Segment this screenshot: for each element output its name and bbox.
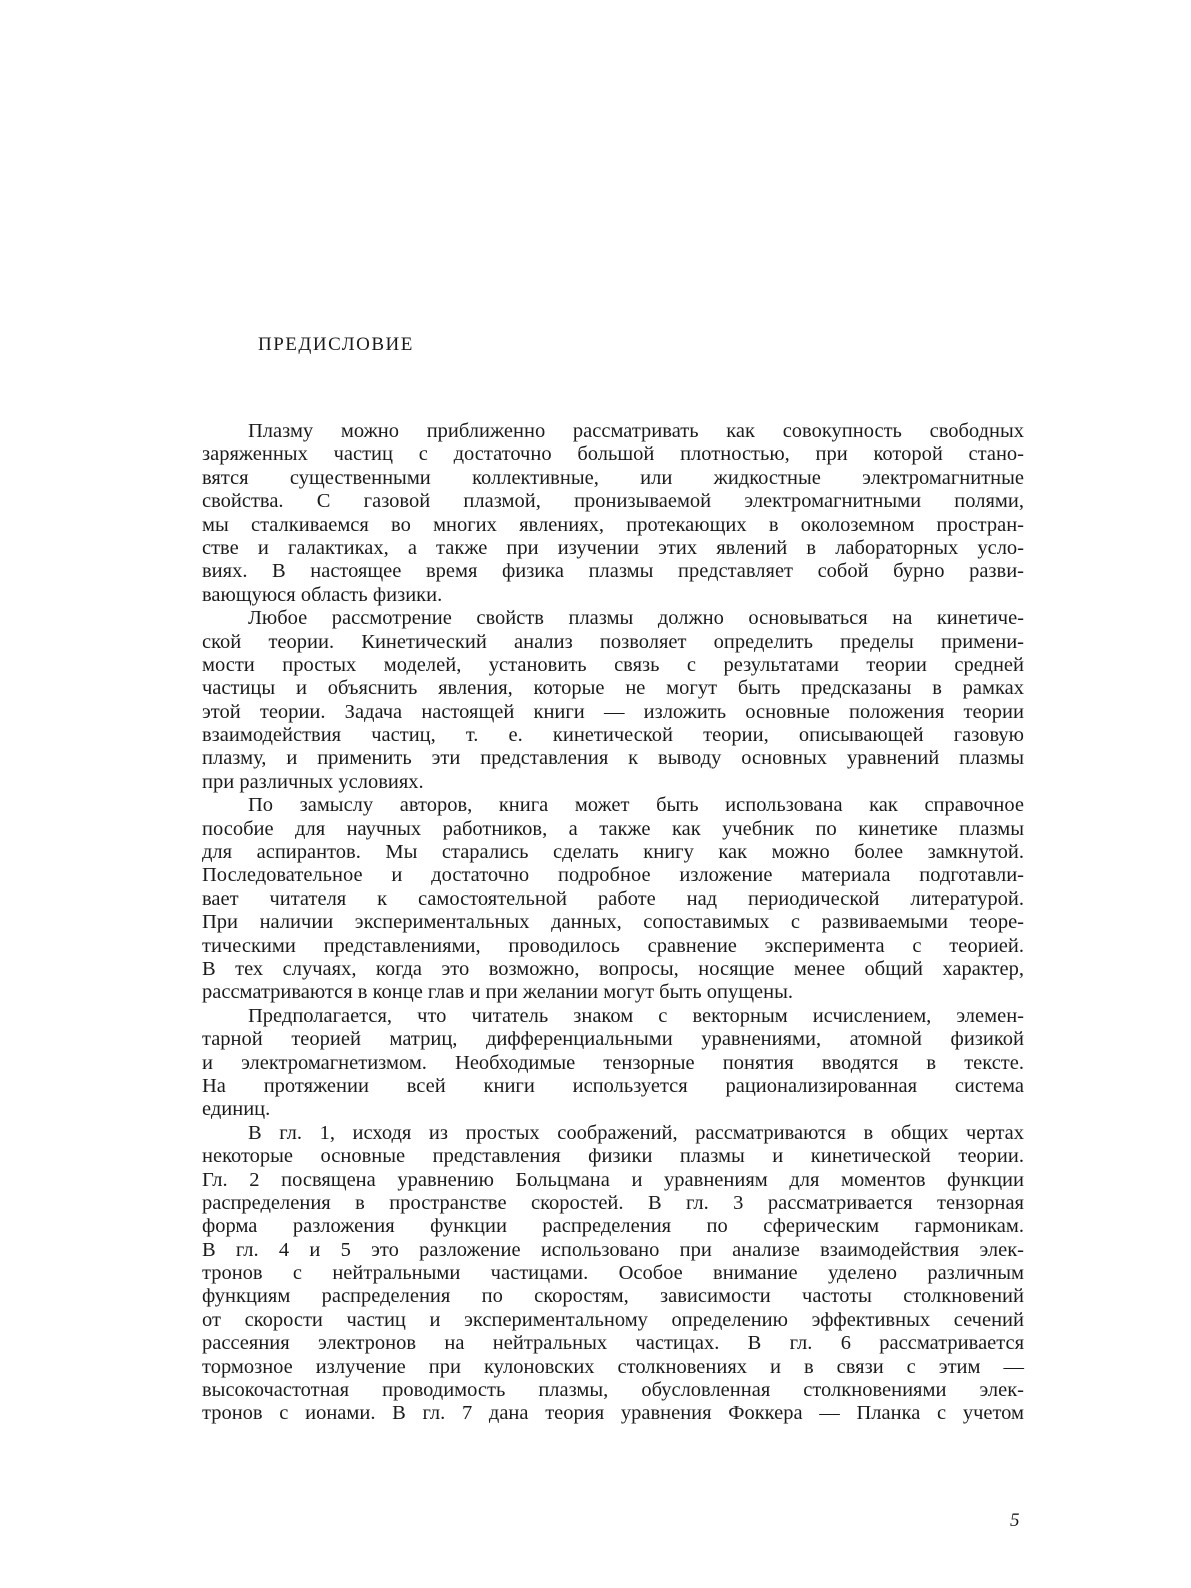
text-line: тарной теорией матриц, дифференциальными уравнениями, атомной физикой <box>202 1028 1024 1051</box>
text-line: Последовательное и достаточно подробное изложение материала подготавли- <box>202 864 1024 887</box>
text-line: Гл. 2 посвящена уравнению Больцмана и уравнениям для моментов функции <box>202 1168 1024 1191</box>
text-line: распределения в пространстве скоростей. В гл. 3 рассматривается тензорная <box>202 1191 1024 1214</box>
text-line: этой теории. Задача настоящей книги — изложить основные положения теории <box>202 700 1024 723</box>
text-line: тормозное излучение при кулоновских столкновениях и в связи с этим — <box>202 1355 1024 1378</box>
text-line: при различных условиях. <box>202 770 424 793</box>
text-line: По замыслу авторов, книга может быть использована как справочное <box>248 794 1024 817</box>
body-text <box>202 420 1024 1426</box>
text-line: некоторые основные представления физики плазмы и кинетической теории. <box>202 1145 1024 1168</box>
text-line: от скорости частиц и экспериментальному определению эффективных сечений <box>202 1308 1024 1331</box>
text-line: взаимодействия частиц, т. е. кинетической теории, описывающей газовую <box>202 724 1024 747</box>
text-line: тическими представлениями, проводилось сравнение эксперимента с теорией. <box>202 934 1024 957</box>
text-line: для аспирантов. Мы старались сделать книгу как можно более замкнутой. <box>202 841 1024 864</box>
text-line: В гл. 4 и 5 это разложение использовано при анализе взаимодействия элек- <box>202 1238 1024 1261</box>
text-line: мы сталкиваемся во многих явлениях, протекающих в околоземном простран- <box>202 513 1024 536</box>
text-line: тронов с нейтральными частицами. Особое внимание уделено различным <box>202 1262 1024 1285</box>
text-line: Любое рассмотрение свойств плазмы должно основываться на кинетиче- <box>248 607 1024 630</box>
text-line: рассматриваются в конце глав и при желании могут быть опущены. <box>202 981 794 1004</box>
text-line: виях. В настоящее время физика плазмы представляет собой бурно разви- <box>202 560 1024 583</box>
text-line: высокочастотная проводимость плазмы, обусловленная столкновениями элек- <box>202 1379 1024 1402</box>
text-line: вающуюся область физики. <box>202 583 443 606</box>
text-line: ской теории. Кинетический анализ позволяет определить пределы примени- <box>202 630 1024 653</box>
text-line: вятся существенными коллективные, или жидкостные электромагнитные <box>202 466 1024 489</box>
text-line: мости простых моделей, установить связь с результатами теории средней <box>202 653 1024 676</box>
text-line: частицы и объяснить явления, которые не могут быть предсказаны в рамках <box>202 677 1024 700</box>
text-line: При наличии экспериментальных данных, сопоставимых с развиваемыми теоре- <box>202 911 1024 934</box>
text-line: свойства. С газовой плазмой, пронизываемой электромагнитными полями, <box>202 490 1024 513</box>
text-line: вает читателя к самостоятельной работе над периодической литературой. <box>202 887 1024 910</box>
text-line: плазму, и применить эти представления к выводу основных уравнений плазмы <box>202 747 1024 770</box>
text-line: тронов с ионами. В гл. 7 дана теория уравнения Фоккера — Планка с учетом <box>202 1402 1024 1425</box>
text-line: Плазму можно приближенно рассматривать как совокупность свободных <box>248 420 1024 442</box>
text-line: и электромагнетизмом. Необходимые тензорные понятия вводятся в тексте. <box>202 1051 1024 1074</box>
text-line: В гл. 1, исходя из простых соображений, рассматриваются в общих чертах <box>248 1121 1024 1144</box>
text-line: рассеяния электронов на нейтральных частицах. В гл. 6 рассматривается <box>202 1332 1024 1355</box>
text-line: функциям распределения по скоростям, зависимости частоты столкновений <box>202 1285 1024 1308</box>
text-line: единиц. <box>202 1098 271 1121</box>
chapter-heading: ПРЕДИСЛОВИЕ <box>258 334 414 355</box>
text-line: заряженных частиц с достаточно большой плотностью, при которой стано- <box>202 443 1024 466</box>
text-line: пособие для научных работников, а также как учебник по кинетике плазмы <box>202 817 1024 840</box>
text-line: стве и галактиках, а также при изучении этих явлений в лабораторных усло- <box>202 536 1024 559</box>
text-line: На протяжении всей книги используется рационализированная система <box>202 1074 1024 1097</box>
text-line: форма разложения функции распределения по сферическим гармоникам. <box>202 1215 1024 1238</box>
page-number: 5 <box>1010 1510 1020 1531</box>
text-line: В тех случаях, когда это возможно, вопросы, носящие менее общий характер, <box>202 957 1024 980</box>
text-line: Предполагается, что читатель знаком с векторным исчислением, элемен- <box>248 1004 1024 1027</box>
